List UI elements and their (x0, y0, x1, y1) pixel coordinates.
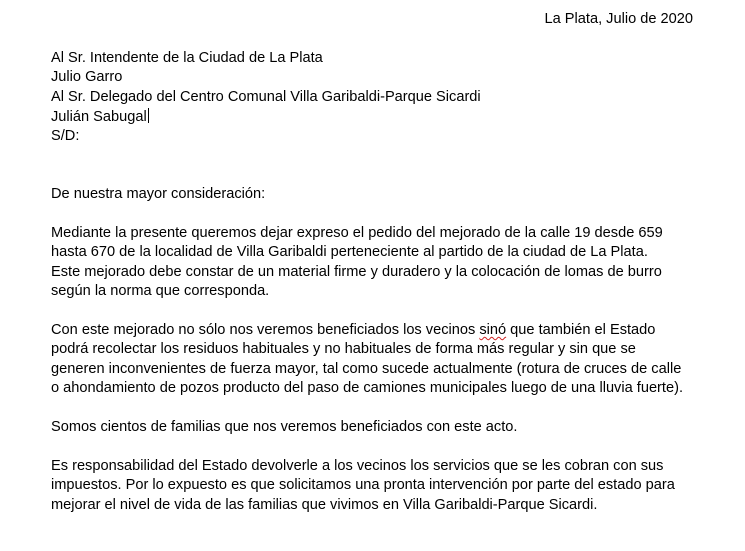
paragraph1-line-1: Mediante la presente queremos dejar expreso el pedido del mejorado de la calle 19 desde 659 (51, 225, 663, 241)
date-line: La Plata, Julio de 2020 (544, 11, 693, 27)
paragraph2-line-1 (51, 321, 655, 340)
recipient-name-text: Julián Sabugal (51, 109, 147, 125)
paragraph4-line-1: Es responsabilidad del Estado devolverle a los vecinos los servicios que se les cobran con sus (51, 458, 664, 474)
recipient-line-3: Al Sr. Delegado del Centro Comunal Villa Garibaldi-Parque Sicardi (51, 89, 481, 105)
recipient-line-1: Al Sr. Intendente de la Ciudad de La Plata (51, 50, 323, 66)
paragraph2-line-3: generen inconvenientes de fuerza mayor, tal como sucede actualmente (rotura de cruces de calle (51, 361, 682, 377)
paragraph2-line-2: podrá recolectar los residuos habituales y no habituales de forma más regular y sin que se (51, 341, 636, 357)
paragraph3: Somos cientos de familias que nos veremos beneficiados con este acto. (51, 419, 518, 435)
recipient-line-5: S/D: (51, 128, 80, 144)
recipient-line-4 (51, 108, 149, 127)
spelling-flagged-word[interactable]: sinó (479, 322, 507, 338)
paragraph1-line-3: Este mejorado debe constar de un material firme y duradero y la colocación de lomas de burro (51, 264, 662, 280)
salutation: De nuestra mayor consideración: (51, 186, 266, 202)
paragraph2-line-4: o ahondamiento de pozos producto del paso de camiones municipales luego de una lluvia fuerte). (51, 380, 683, 396)
recipient-line-2: Julio Garro (51, 69, 123, 85)
paragraph4-line-2: impuestos. Por lo expuesto es que solicitamos una pronta intervención por parte del estado para (51, 477, 675, 493)
paragraph2-text-end: que también el Estado (506, 322, 656, 338)
text-cursor (148, 108, 149, 123)
paragraph2-text-start: Con este mejorado no sólo nos veremos beneficiados los vecinos (51, 322, 480, 338)
paragraph1-line-2: hasta 670 de la localidad de Villa Garibaldi perteneciente al partido de la ciudad de La Plata. (51, 244, 648, 260)
paragraph1-line-4: según la norma que corresponda. (51, 283, 270, 299)
paragraph4-line-3: mejorar el nivel de vida de las familias que vivimos en Villa Garibaldi-Parque Sicardi. (51, 497, 598, 513)
